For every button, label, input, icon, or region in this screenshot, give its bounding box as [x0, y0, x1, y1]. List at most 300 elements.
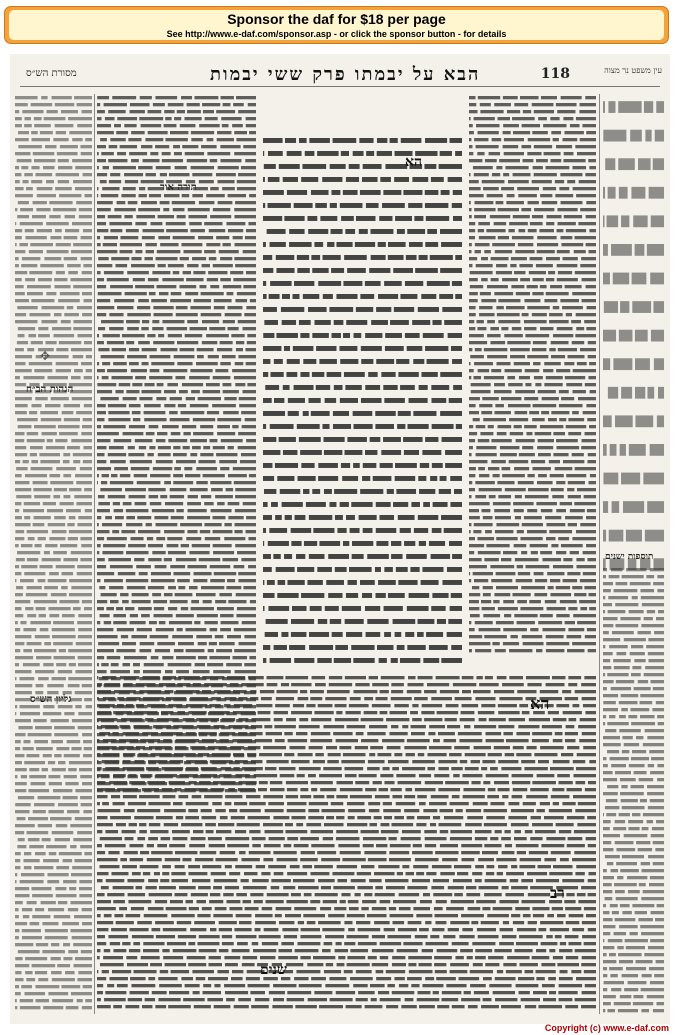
text-line-segment: [173, 208, 185, 211]
text-line-segment: [523, 110, 531, 113]
text-line-segment: [108, 495, 125, 498]
text-line-segment: [75, 670, 92, 673]
text-line-segment: [327, 760, 339, 763]
text-line-segment: [291, 632, 307, 637]
text-line-segment: [475, 697, 495, 700]
text-line-segment: [428, 732, 435, 735]
text-line-segment: [149, 376, 172, 379]
text-line-segment: [425, 190, 439, 195]
text-line-segment: [485, 963, 499, 966]
text-line-segment: [429, 746, 452, 749]
text-line-segment: [169, 621, 192, 624]
text-line-segment: [236, 614, 256, 617]
text-line-segment: [294, 281, 314, 286]
text-line-segment: [422, 567, 443, 572]
text-line-segment: [113, 774, 126, 777]
text-line-segment: [282, 320, 296, 325]
text-line-segment: [497, 425, 511, 428]
text-line-segment: [578, 900, 596, 903]
text-line-segment: [126, 320, 140, 323]
text-line-segment: [588, 250, 596, 253]
text-line-segment: [159, 292, 169, 295]
text-line-segment: [242, 963, 255, 966]
text-line-segment: [151, 362, 174, 365]
text-line-segment: [53, 208, 77, 211]
text-line-segment: [186, 397, 195, 400]
text-line-segment: [436, 676, 460, 679]
text-line-segment: [603, 631, 609, 634]
text-line-segment: [498, 865, 507, 868]
text-line-segment: [263, 138, 283, 143]
text-line-segment: [300, 795, 311, 798]
text-line-segment: [15, 397, 32, 400]
text-line-segment: [274, 359, 283, 364]
text-line-segment: [198, 460, 215, 463]
text-line-segment: [196, 718, 219, 721]
text-line-segment: [581, 963, 596, 966]
text-line-segment: [474, 523, 493, 526]
rav-word: רב: [550, 884, 565, 902]
text-line-segment: [632, 666, 641, 669]
text-line-segment: [426, 216, 449, 221]
text-line-segment: [517, 187, 539, 190]
text-line-segment: [469, 544, 484, 547]
text-line-segment: [113, 1005, 122, 1008]
text-line-segment: [210, 579, 225, 582]
text-line-segment: [236, 138, 256, 141]
text-line-segment: [210, 187, 219, 190]
text-line-segment: [501, 397, 521, 400]
text-line-segment: [243, 390, 256, 393]
text-line-segment: [314, 865, 333, 868]
text-line-segment: [97, 264, 112, 267]
text-line-segment: [52, 530, 67, 533]
text-line-segment: [140, 739, 160, 742]
text-line-segment: [164, 593, 173, 596]
text-line-segment: [164, 481, 171, 484]
sponsor-banner[interactable]: [4, 6, 669, 44]
text-line-segment: [285, 515, 292, 520]
rashi-opening-word: הא: [530, 694, 550, 713]
text-line-segment: [181, 243, 202, 246]
text-line-segment: [238, 173, 256, 176]
text-line-segment: [605, 806, 619, 809]
text-line-segment: [15, 789, 26, 792]
sponsor-banner-inner[interactable]: [9, 10, 664, 40]
text-line-segment: [556, 551, 566, 554]
text-line-segment: [82, 313, 92, 316]
text-line-segment: [225, 802, 232, 805]
text-line-segment: [533, 362, 540, 365]
text-line-segment: [530, 628, 538, 631]
text-line-segment: [104, 683, 120, 686]
text-line-segment: [490, 215, 510, 218]
text-line-segment: [603, 444, 607, 456]
text-line-segment: [273, 816, 289, 819]
text-line-segment: [527, 152, 541, 155]
text-line-segment: [300, 372, 309, 377]
text-line-segment: [183, 446, 190, 449]
text-line-segment: [182, 194, 190, 197]
text-line-segment: [469, 509, 479, 512]
text-line-segment: [343, 753, 366, 756]
text-line-segment: [310, 606, 322, 611]
text-line-segment: [633, 1002, 653, 1005]
text-line-segment: [583, 746, 596, 749]
text-line-segment: [27, 558, 38, 561]
text-line-segment: [495, 830, 502, 833]
text-line-segment: [86, 705, 92, 708]
text-line-segment: [220, 467, 229, 470]
text-line-segment: [297, 942, 320, 945]
text-line-segment: [237, 187, 256, 190]
text-line-segment: [614, 932, 627, 935]
text-line-segment: [572, 166, 586, 169]
text-line-segment: [32, 915, 50, 918]
text-line-segment: [603, 918, 613, 921]
text-line-segment: [624, 638, 646, 641]
text-line-segment: [288, 398, 305, 403]
text-line-segment: [23, 509, 44, 512]
text-line-segment: [408, 921, 422, 924]
text-line-segment: [41, 418, 61, 421]
text-line-segment: [149, 823, 160, 826]
text-line-segment: [176, 614, 194, 617]
text-line-segment: [433, 893, 452, 896]
text-line-segment: [220, 816, 228, 819]
text-line-segment: [248, 984, 270, 987]
text-line-segment: [533, 278, 544, 281]
text-line-segment: [97, 746, 117, 749]
text-line-segment: [126, 956, 137, 959]
text-line-segment: [215, 600, 226, 603]
text-line-segment: [131, 369, 147, 372]
text-line-segment: [46, 446, 65, 449]
text-line-segment: [492, 173, 500, 176]
text-line-segment: [187, 502, 201, 505]
text-line-segment: [125, 292, 147, 295]
text-line-segment: [146, 250, 154, 253]
text-line-segment: [110, 460, 126, 463]
text-line-segment: [391, 823, 413, 826]
text-line-segment: [274, 645, 287, 650]
text-line-segment: [530, 788, 548, 791]
text-line-segment: [621, 785, 627, 788]
text-line-segment: [332, 333, 341, 338]
text-line-segment: [300, 858, 318, 861]
text-line-segment: [75, 817, 92, 820]
text-line-segment: [327, 795, 335, 798]
text-line-segment: [150, 830, 168, 833]
text-line-segment: [15, 831, 24, 834]
text-line-segment: [650, 444, 664, 456]
text-line-segment: [630, 708, 649, 711]
text-line-segment: [248, 676, 264, 679]
text-line-segment: [474, 362, 493, 365]
text-line-segment: [110, 942, 120, 945]
text-line-segment: [113, 949, 126, 952]
text-line-segment: [520, 607, 543, 610]
text-line-segment: [566, 893, 574, 896]
text-line-segment: [103, 334, 120, 337]
text-line-segment: [566, 425, 587, 428]
text-line-segment: [570, 124, 580, 127]
text-line-segment: [572, 341, 585, 344]
text-line-segment: [317, 851, 336, 854]
text-line-segment: [237, 607, 256, 610]
text-line-segment: [469, 481, 472, 484]
text-line-segment: [551, 851, 571, 854]
text-line-segment: [181, 411, 205, 414]
text-line-segment: [328, 593, 342, 598]
text-line-segment: [491, 257, 509, 260]
text-line-segment: [168, 663, 192, 666]
text-line-segment: [255, 739, 272, 742]
text-line-segment: [546, 642, 569, 645]
text-line-segment: [616, 897, 638, 900]
text-line-segment: [431, 398, 446, 403]
text-line-segment: [162, 656, 173, 659]
text-line-segment: [540, 194, 552, 197]
text-line-segment: [614, 1002, 631, 1005]
text-line-segment: [603, 638, 620, 641]
text-line-segment: [573, 187, 596, 190]
text-line-segment: [158, 264, 166, 267]
text-line-segment: [645, 130, 651, 142]
text-line-segment: [494, 949, 511, 952]
text-line-segment: [78, 635, 92, 638]
text-line-segment: [287, 359, 300, 364]
text-line-segment: [440, 830, 448, 833]
text-line-segment: [135, 502, 147, 505]
text-line-segment: [388, 242, 406, 247]
text-line-segment: [578, 397, 596, 400]
text-line-segment: [485, 879, 507, 882]
text-line-segment: [504, 830, 510, 833]
text-line-segment: [68, 537, 78, 540]
text-line-segment: [381, 676, 405, 679]
text-line-segment: [263, 554, 271, 559]
text-line-segment: [574, 593, 586, 596]
text-line-segment: [341, 760, 365, 763]
text-line-segment: [432, 593, 448, 598]
text-line-segment: [335, 704, 347, 707]
text-line-segment: [49, 782, 62, 785]
text-line-segment: [233, 565, 244, 568]
text-line-segment: [647, 736, 664, 739]
text-line-segment: [168, 704, 182, 707]
text-line-segment: [611, 869, 618, 872]
sponsor-title[interactable]: Sponsor the daf for $18 per page: [227, 11, 446, 27]
text-line-segment: [328, 753, 341, 756]
text-line-segment: [110, 600, 118, 603]
text-line-segment: [527, 509, 537, 512]
text-line-segment: [246, 977, 260, 980]
text-line-segment: [143, 949, 159, 952]
text-line-segment: [532, 418, 545, 421]
text-line-segment: [358, 942, 377, 945]
text-line-segment: [234, 481, 256, 484]
text-line-segment: [546, 222, 554, 225]
text-line-segment: [307, 216, 317, 221]
text-line-segment: [557, 963, 579, 966]
text-line-segment: [532, 823, 553, 826]
text-line-segment: [20, 222, 43, 225]
text-line-segment: [222, 558, 238, 561]
text-line-segment: [168, 264, 184, 267]
text-line-segment: [469, 334, 484, 337]
text-line-segment: [425, 844, 436, 847]
text-line-segment: [259, 753, 282, 756]
text-line-segment: [577, 362, 587, 365]
text-line-segment: [469, 229, 475, 232]
text-line-segment: [477, 928, 496, 931]
text-line-segment: [97, 816, 108, 819]
text-line-segment: [194, 921, 215, 924]
text-line-segment: [390, 788, 401, 791]
text-line-segment: [68, 768, 76, 771]
sponsor-subtitle[interactable]: See http://www.e-daf.com/sponsor.asp - or click the sponsor button - for details: [166, 29, 507, 39]
text-line-segment: [204, 683, 227, 686]
text-line-segment: [45, 404, 60, 407]
text-line-segment: [97, 362, 99, 365]
text-line-segment: [251, 760, 263, 763]
text-line-segment: [556, 103, 577, 106]
text-line-segment: [470, 355, 484, 358]
text-line-segment: [508, 180, 529, 183]
text-line-segment: [335, 567, 347, 572]
text-line-segment: [97, 96, 109, 99]
text-line-segment: [241, 411, 256, 414]
text-line-segment: [365, 788, 376, 791]
text-line-segment: [135, 250, 142, 253]
text-line-segment: [422, 704, 442, 707]
text-line-segment: [615, 841, 634, 844]
text-line-segment: [469, 537, 475, 540]
text-line-segment: [162, 865, 171, 868]
text-line-segment: [47, 684, 64, 687]
text-line-segment: [412, 718, 422, 721]
text-line-segment: [557, 264, 578, 267]
text-line-segment: [547, 914, 554, 917]
text-line-segment: [626, 530, 642, 542]
text-line-segment: [102, 376, 109, 379]
text-line-segment: [460, 949, 473, 952]
text-line-segment: [519, 991, 530, 994]
text-line-segment: [97, 159, 106, 162]
text-line-segment: [512, 774, 534, 777]
text-line-segment: [264, 489, 276, 494]
text-line-segment: [301, 593, 324, 598]
text-line-segment: [213, 264, 233, 267]
copyright-notice[interactable]: Copyright (c) www.e-daf.com: [544, 1023, 669, 1033]
text-line-segment: [355, 781, 369, 784]
text-line-segment: [72, 222, 92, 225]
text-line-segment: [538, 453, 551, 456]
text-line-segment: [298, 476, 316, 481]
text-line-segment: [434, 963, 446, 966]
text-line-segment: [186, 900, 193, 903]
text-line-segment: [20, 1006, 41, 1009]
text-line-segment: [629, 764, 645, 767]
text-line-segment: [517, 600, 527, 603]
text-line-segment: [97, 956, 100, 959]
text-line-segment: [320, 907, 331, 910]
text-line-segment: [536, 879, 559, 882]
text-line-segment: [121, 718, 142, 721]
text-line-segment: [102, 474, 109, 477]
text-line-segment: [18, 334, 25, 337]
text-line-segment: [289, 645, 305, 650]
gemara-column: [262, 136, 462, 671]
text-line-segment: [454, 746, 469, 749]
text-line-segment: [549, 991, 556, 994]
text-line-segment: [267, 229, 286, 234]
text-line-segment: [430, 935, 439, 938]
text-line-segment: [496, 621, 514, 624]
text-line-segment: [17, 159, 32, 162]
text-line-segment: [556, 481, 565, 484]
text-line-segment: [170, 131, 188, 134]
text-line-segment: [436, 900, 447, 903]
text-line-segment: [455, 151, 462, 156]
text-line-segment: [619, 960, 633, 963]
text-line-segment: [15, 901, 23, 904]
text-line-segment: [211, 872, 226, 875]
text-line-segment: [439, 809, 453, 812]
text-line-segment: [476, 145, 499, 148]
text-line-segment: [107, 278, 129, 281]
text-line-segment: [517, 690, 536, 693]
text-line-segment: [208, 746, 227, 749]
text-line-segment: [260, 956, 275, 959]
text-line-segment: [98, 642, 119, 645]
text-line-segment: [58, 299, 80, 302]
text-line-segment: [633, 995, 643, 998]
text-line-segment: [455, 809, 462, 812]
text-line-segment: [263, 203, 265, 208]
text-line-segment: [139, 194, 147, 197]
text-line-segment: [235, 495, 256, 498]
text-line-segment: [512, 781, 530, 784]
text-line-segment: [304, 893, 312, 896]
text-line-segment: [238, 320, 256, 323]
text-line-segment: [620, 904, 630, 907]
text-line-segment: [479, 313, 494, 316]
text-line-segment: [488, 467, 499, 470]
text-line-segment: [284, 346, 290, 351]
text-line-segment: [278, 580, 286, 585]
text-line-segment: [56, 565, 75, 568]
text-line-segment: [98, 327, 105, 330]
text-line-segment: [158, 453, 171, 456]
text-line-segment: [534, 593, 547, 596]
text-line-segment: [97, 572, 114, 575]
text-line-segment: [234, 1005, 249, 1008]
text-line-segment: [178, 642, 194, 645]
text-line-segment: [392, 767, 399, 770]
text-line-segment: [78, 971, 92, 974]
text-line-segment: [518, 725, 539, 728]
text-line-segment: [55, 838, 70, 841]
text-line-segment: [113, 621, 126, 624]
text-line-segment: [22, 929, 41, 932]
text-line-segment: [208, 271, 227, 274]
text-line-segment: [253, 949, 276, 952]
text-line-segment: [155, 774, 176, 777]
text-line-segment: [486, 739, 504, 742]
text-line-segment: [15, 747, 20, 750]
